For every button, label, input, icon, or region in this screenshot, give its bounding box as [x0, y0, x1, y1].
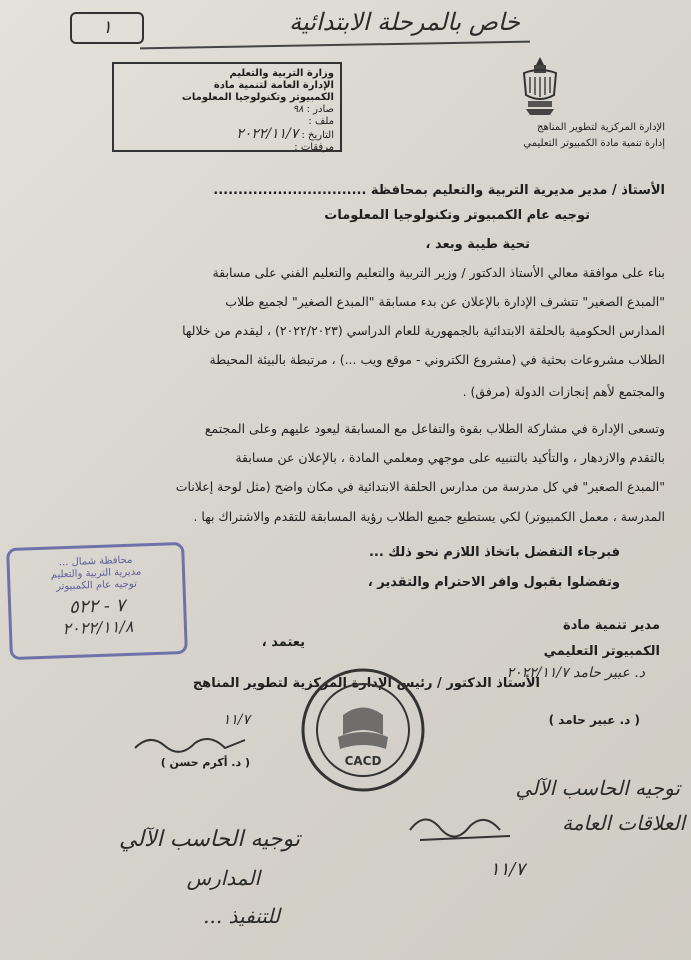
ministry-line-1: وزارة التربية والتعليم [229, 68, 334, 79]
date-label: التاريخ [308, 130, 334, 141]
note-right-line-2: العلاقات العامة [562, 811, 685, 835]
signature-scribble-icon [130, 728, 250, 758]
greeting: تحية طيبة وبعد ، [425, 237, 530, 252]
head-title: الأستاذ الدكتور / رئيس الإدارة المركزية لتطوير المناهج [192, 676, 540, 691]
note-right-date: ١١/٧ [489, 859, 525, 880]
head-name: ( د. أكرم حسن ) [160, 756, 250, 769]
page-number-box [70, 12, 144, 44]
stamp-line-3: توجيه عام الكمبيوتر [55, 578, 137, 593]
approval-label: يعتمد ، [261, 635, 305, 650]
seal-text: CACD [344, 754, 382, 768]
header-underline [140, 41, 530, 50]
body-line-5: والمجتمع لأهم إنجازات الدولة (مرفق) . [462, 384, 665, 399]
body-line-7: بالتقدم والازدهار ، والتأكيد بالتنبيه على موجهي ومعلمي المادة ، بالإعلان عن مسابقة [235, 450, 665, 465]
note-left-line-2: المدارس [186, 866, 260, 890]
ministry-line-3: الكمبيوتر وتكنولوجيا المعلومات [181, 92, 334, 103]
director-title-1: مدير تنمية مادة [563, 618, 660, 633]
stamp-line-2: مديرية التربية والتعليم [50, 566, 142, 581]
letterhead-line-1: الإدارة المركزية لتطوير المناهج [537, 122, 665, 133]
stamp-line-1: محافظة شمال ... [58, 554, 133, 569]
closing-regards: وتفضلوا بقبول وافر الاحترام والتقدير ، [367, 575, 620, 590]
body-line-8: "المبدع الصغير" في كل مدرسة من مدارس الحلقة الابتدائية في مكان واضح (مثل لوحة إعلانات [175, 479, 665, 494]
file-label: ملف [314, 116, 334, 127]
eagle-emblem-icon [520, 55, 560, 117]
date-value: ٢٠٢٢/١١/٧ [236, 126, 299, 142]
head-signature: ١١/٧ [222, 712, 250, 728]
director-name: ( د. عبير حامد ) [548, 713, 640, 727]
incoming-stamp [6, 542, 188, 660]
note-left-line-1: توجيه الحاسب الآلي [119, 827, 300, 852]
body-line-9: المدرسة ، معمل الكمبيوتر) لكي يستطيع جميع الطلاب رؤية المسابقة للتقدم والاشتراك بها . [193, 509, 665, 524]
official-seal-icon [298, 665, 428, 795]
body-line-1: بناء على موافقة معالي الأستاذ الدكتور / وزير التربية والتعليم والتعليم الفني على مسابقة [212, 265, 665, 280]
handwritten-signature-icon [400, 800, 520, 850]
attachments-label: مرفقات [300, 142, 334, 153]
stamp-number: ٧ - ٥٢٢ [68, 595, 126, 618]
ministry-reference-box: وزارة التربية والتعليم الإدارة العامة لتنمية مادة الكمبيوتر وتكنولوجيا المعلومات صادر : ٩٨ ملف : التاريخ : ٢٠٢٢/١١/٧ مرفقات : [112, 62, 342, 152]
recipient-line: الأستاذ / مدير مديرية التربية والتعليم بمحافظة ............................... [213, 183, 665, 198]
stamp-date: ٢٠٢٢/١١/٨ [62, 616, 134, 639]
body-line-4: الطلاب مشروعات بحثية في (مشروع الكتروني - موقع ويب ...) ، مرتبطة بالبيئة المحيطة [209, 352, 665, 367]
body-line-6: وتسعى الإدارة في مشاركة الطلاب بقوة والتفاعل مع المسابقة ليعود عليهم وعلى المجتمع [204, 421, 665, 436]
note-right-line-1: توجيه الحاسب الآلي [515, 776, 680, 800]
note-left-line-3: للتنفيذ ... [203, 904, 280, 928]
body-line-2: "المبدع الصغير" تتشرف الإدارة بالإعلان عن بدء مسابقة "المبدع الصغير" لجميع طلاب [225, 294, 665, 309]
recipient-department: توجيه عام الكمبيوتر وتكنولوجيا المعلومات [324, 208, 590, 223]
outgoing-number: ٩٨ [292, 104, 304, 115]
ministry-line-2: الإدارة العامة لتنمية مادة [213, 80, 334, 91]
handwritten-header: خاص بالمرحلة الابتدائية [289, 8, 520, 36]
letterhead-line-2: إدارة تنمية مادة الكمبيوتر التعليمي [523, 138, 665, 149]
director-title-2: الكمبيوتر التعليمي [543, 644, 660, 659]
closing-request: فبرجاء التفضل باتخاذ اللازم نحو ذلك ... [368, 545, 620, 560]
outgoing-label: صادر [313, 104, 334, 115]
director-signature: د. عبير حامد ٢٠٢٢/١١/٧ [506, 665, 645, 681]
page-number: ١ [102, 17, 112, 38]
body-line-3: المدارس الحكومية بالحلقة الابتدائية بالجمهورية للعام الدراسي (٢٠٢٢/٢٠٢٣) ، ليقدم من خلالها [182, 323, 665, 338]
